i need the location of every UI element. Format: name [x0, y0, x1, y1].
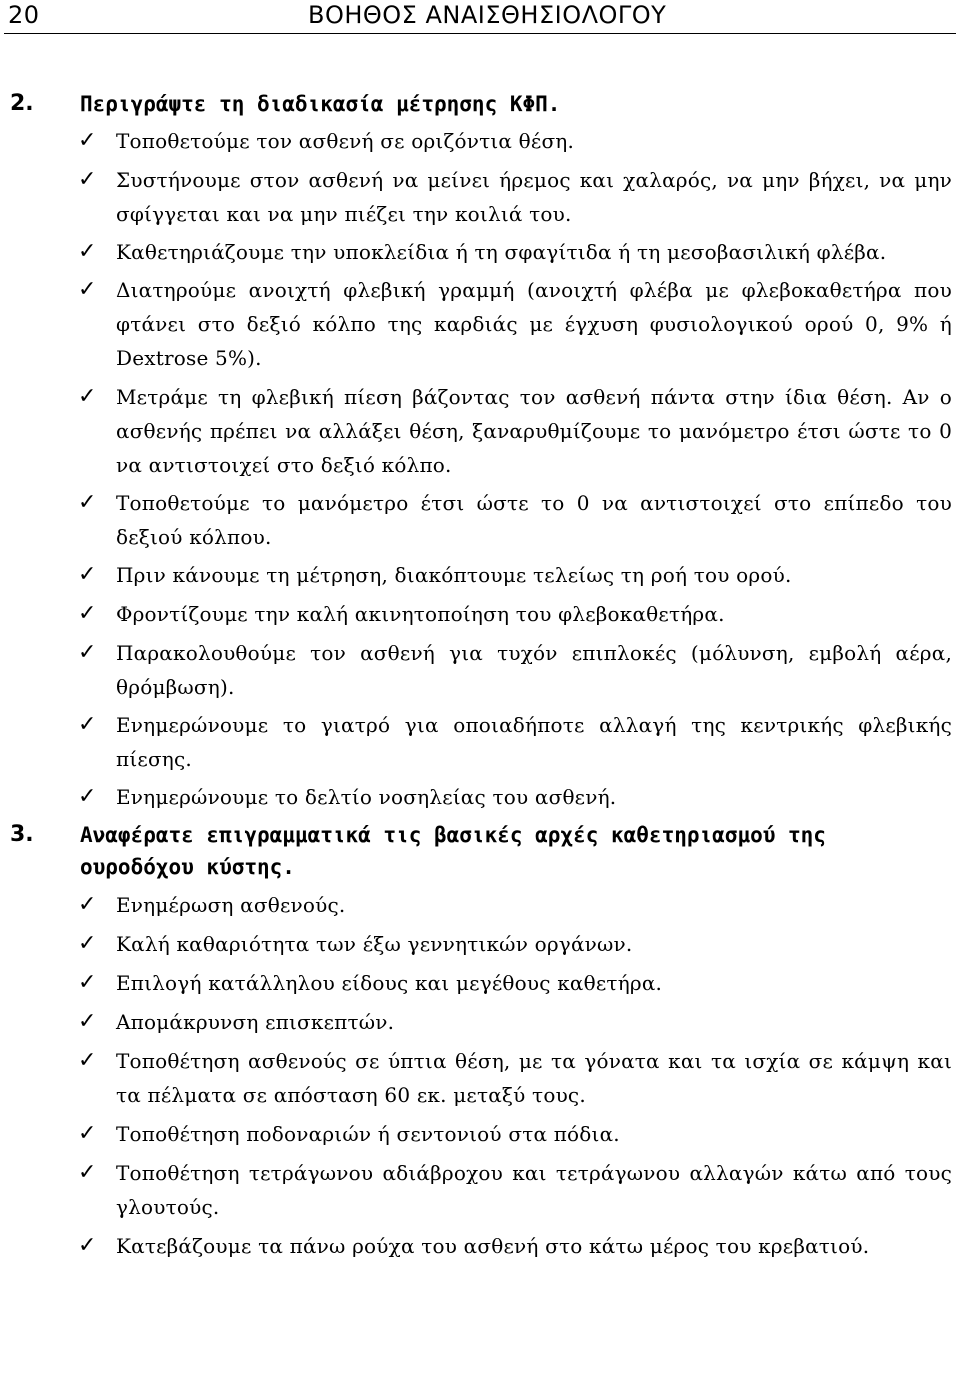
checkmark-icon: ✓	[78, 239, 97, 264]
list-item	[0, 1229, 960, 1263]
list-item-text: Τοποθετούμε τον ασθενή σε οριζόντια θέση.	[116, 129, 575, 153]
checkmark-icon: ✓	[78, 277, 97, 302]
question-number: 3.	[10, 822, 34, 847]
page-header	[0, 0, 960, 34]
page-number: 20	[8, 1, 40, 29]
checkmark-icon: ✓	[78, 490, 97, 515]
question-number: 2.	[10, 91, 34, 116]
list-item-text: Καλή καθαριότητα των έξω γεννητικών οργάνων.	[116, 932, 633, 956]
list-item	[0, 1005, 960, 1039]
list-item	[0, 708, 960, 776]
list-item-text: Επιλογή κατάλληλου είδους και μεγέθους καθετήρα.	[116, 971, 663, 995]
list-item	[0, 380, 960, 482]
checkmark-icon: ✓	[78, 384, 97, 409]
list-item-text: Τοποθετούμε το μανόμετρο έτσι ώστε το 0 να αντιστοιχεί στο επίπεδο του δεξιού κόλπου.	[116, 491, 952, 549]
checkmark-icon: ✓	[78, 1121, 97, 1146]
checkmark-icon: ✓	[78, 1009, 97, 1034]
checkmark-icon: ✓	[78, 1048, 97, 1073]
running-title: ΒΟΗΘΟΣ ΑΝΑΙΣΘΗΣΙΟΛΟΓΟΥ	[308, 1, 667, 29]
question-title: Αναφέρατε επιγραμματικά τις βασικές αρχές καθετηριασμού της ουροδόχου κύστης.	[80, 823, 826, 879]
list-item-text: Παρακολουθούμε τον ασθενή για τυχόν επιπλοκές (μόλυνση, εμβολή αέρα, θρόμβωση).	[116, 641, 952, 699]
list-item	[0, 486, 960, 554]
list-item	[0, 1117, 960, 1151]
list-item-text: Ενημέρωση ασθενούς.	[116, 893, 346, 917]
list-item	[0, 235, 960, 269]
checkmark-icon: ✓	[78, 931, 97, 956]
list-item-text: Μετράμε τη φλεβική πίεση βάζοντας τον ασθενή πάντα στην ίδια θέση. Αν ο ασθενής πρέπει να αλλάξει θέση, ξαναρυθμίζουμε το μανόμετρο έτσι ώστε το 0 να αντιστοιχεί στο δεξιό κόλπο.	[116, 385, 952, 477]
list-item	[0, 888, 960, 922]
list-item-text: Ενημερώνουμε το γιατρό για οποιαδήποτε αλλαγή της κεντρικής φλεβικής πίεσης.	[116, 713, 952, 771]
list-item-text: Ενημερώνουμε το δελτίο νοσηλείας του ασθενή.	[116, 785, 617, 809]
list-item-text: Διατηρούμε ανοιχτή φλεβική γραμμή (ανοιχτή φλέβα με φλεβοκαθετήρα που φτάνει στο δεξιό κόλπο της καρδιάς με έγχυση φυσιολογικού ορού 0, 9% ή Dextrose 5%).	[116, 278, 952, 370]
checkmark-icon: ✓	[78, 892, 97, 917]
list-item-text: Συστήνουμε στον ασθενή να μείνει ήρεμος και χαλαρός, να μην βήχει, να μην σφίγγεται και να μην πιέζει την κοιλιά του.	[116, 168, 952, 226]
list-item	[0, 273, 960, 375]
list-item-text: Φροντίζουμε την καλή ακινητοποίηση του φλεβοκαθετήρα.	[116, 602, 725, 626]
header-rule	[4, 33, 956, 34]
list-item	[0, 636, 960, 704]
list-item	[0, 966, 960, 1000]
question-heading	[0, 88, 960, 120]
checkmark-icon: ✓	[78, 128, 97, 153]
list-item-text: Πριν κάνουμε τη μέτρηση, διακόπτουμε τελείως τη ροή του ορού.	[116, 563, 792, 587]
list-item	[0, 1156, 960, 1224]
list-item	[0, 597, 960, 631]
list-item	[0, 780, 960, 814]
question-heading	[0, 819, 960, 883]
checkmark-icon: ✓	[78, 1160, 97, 1185]
checkmark-icon: ✓	[78, 167, 97, 192]
list-item	[0, 124, 960, 158]
list-item	[0, 1044, 960, 1112]
checkmark-icon: ✓	[78, 970, 97, 995]
list-item-text: Κατεβάζουμε τα πάνω ρούχα του ασθενή στο κάτω μέρος του κρεβατιού.	[116, 1234, 870, 1258]
checkmark-icon: ✓	[78, 1233, 97, 1258]
checkmark-icon: ✓	[78, 601, 97, 626]
list-item	[0, 163, 960, 231]
list-item	[0, 558, 960, 592]
checkmark-icon: ✓	[78, 784, 97, 809]
checkmark-icon: ✓	[78, 712, 97, 737]
list-item-text: Καθετηριάζουμε την υποκλείδια ή τη σφαγίτιδα ή τη μεσοβασιλική φλέβα.	[116, 240, 887, 264]
list-item-text: Απομάκρυνση επισκεπτών.	[116, 1010, 395, 1034]
list-item-text: Τοποθέτηση τετράγωνου αδιάβροχου και τετράγωνου αλλαγών κάτω από τους γλουτούς.	[116, 1161, 952, 1219]
list-item-text: Τοποθέτηση ασθενούς σε ύπτια θέση, με τα γόνατα και τα ισχία σε κάμψη και τα πέλματα σε απόσταση 60 εκ. μεταξύ τους.	[116, 1049, 952, 1107]
question-title: Περιγράψτε τη διαδικασία μέτρησης ΚΦΠ.	[80, 92, 561, 116]
checkmark-icon: ✓	[78, 562, 97, 587]
checkmark-icon: ✓	[78, 640, 97, 665]
page-content	[0, 88, 960, 1263]
list-item	[0, 927, 960, 961]
list-item-text: Τοποθέτηση ποδοναριών ή σεντονιού στα πόδια.	[116, 1122, 620, 1146]
